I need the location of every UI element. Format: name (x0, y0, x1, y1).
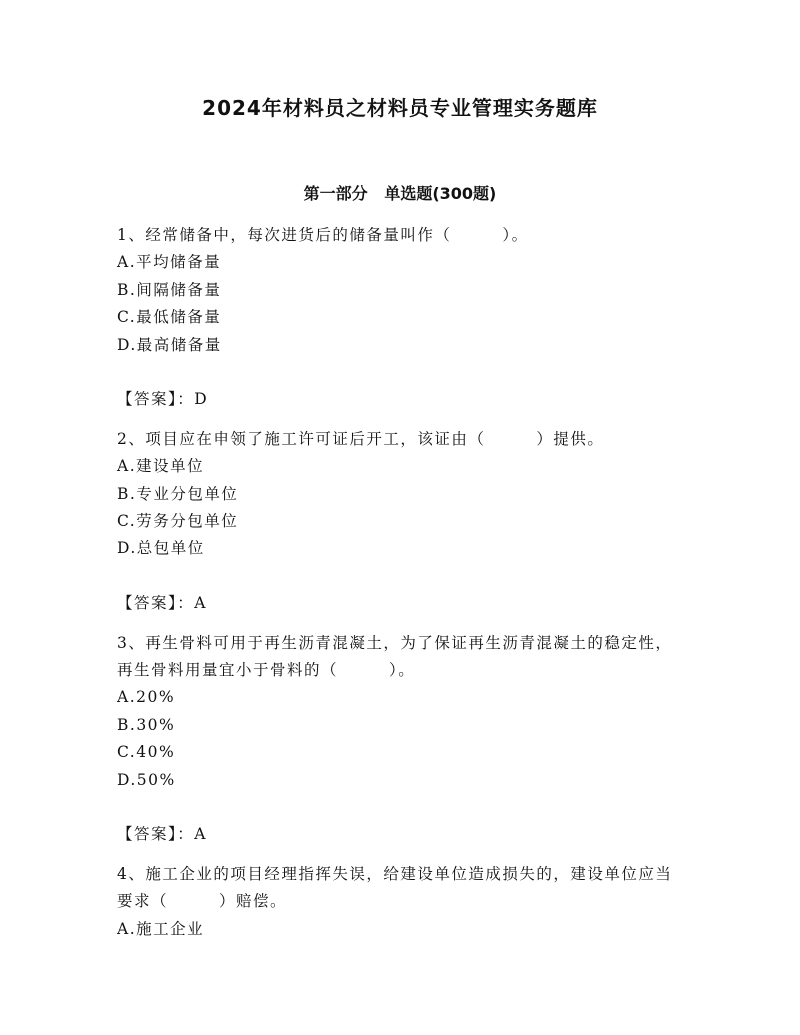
answer-value: A (194, 594, 207, 613)
question-stem: 1、经常储备中，每次进货后的储备量叫作（ ）。 (117, 226, 529, 244)
answer-line (117, 590, 687, 617)
answer-value: A (194, 825, 207, 844)
question-stem: 4、施工企业的项目经理指挥失误，给建设单位造成损失的，建设单位应当要求（ ）赔偿。 (117, 864, 673, 911)
option-b: B.30% (117, 715, 176, 734)
option-c: C.劳务分包单位 (117, 512, 239, 531)
question-list (117, 222, 687, 943)
option-b: B.间隔储备量 (117, 280, 222, 299)
option-d: D.总包单位 (117, 539, 205, 558)
option-a: A.平均储备量 (117, 253, 222, 272)
question-4 (117, 861, 687, 943)
answer-label: 【答案】： (117, 594, 195, 613)
answer-value: D (194, 390, 209, 409)
option-b: B.专业分包单位 (117, 484, 239, 503)
question-2 (117, 426, 687, 618)
option-c: C.最低储备量 (117, 308, 222, 327)
option-c: C.40% (117, 743, 176, 762)
answer-line (117, 386, 687, 413)
option-a: A.建设单位 (117, 457, 205, 476)
question-stem: 2、项目应在申领了施工许可证后开工，该证由（ ）提供。 (117, 429, 605, 448)
option-a: A.20% (117, 688, 176, 707)
answer-label: 【答案】： (117, 825, 195, 844)
option-d: D.50% (117, 770, 176, 789)
question-1 (117, 222, 687, 414)
document-title: 2024年材料员之材料员专业管理实务题库 (202, 96, 598, 120)
question-stem: 3、再生骨料可用于再生沥青混凝土，为了保证再生沥青混凝土的稳定性，再生骨料用量宜小于骨料的（ ）。 (117, 633, 673, 680)
question-3 (117, 630, 687, 849)
answer-line (117, 821, 687, 848)
option-d: D.最高储备量 (117, 335, 222, 354)
option-a: A.施工企业 (117, 919, 205, 938)
section-title: 第一部分 单选题(300题) (303, 184, 497, 203)
answer-label: 【答案】： (117, 390, 195, 409)
